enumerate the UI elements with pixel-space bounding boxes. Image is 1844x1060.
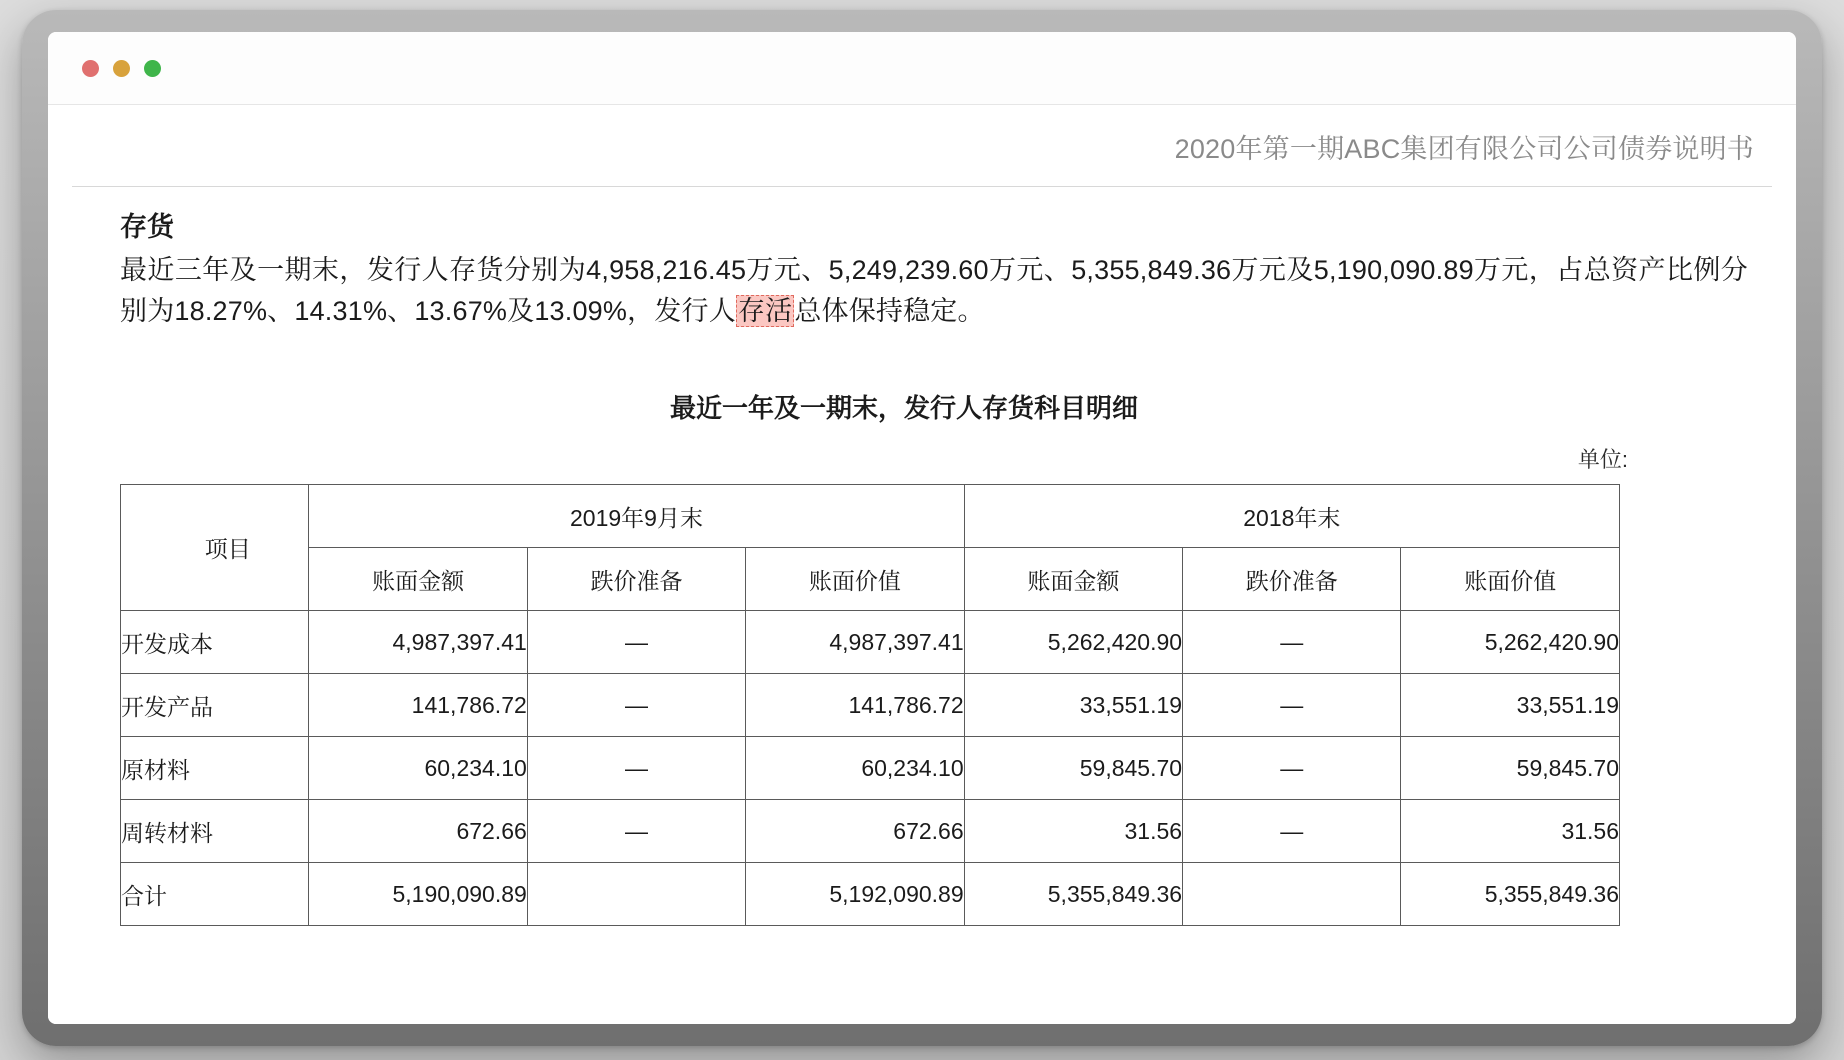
table-subheader-3: 账面金额	[964, 548, 1182, 611]
cell: 5,355,849.36	[1401, 863, 1620, 926]
cell: 33,551.19	[964, 674, 1182, 737]
cell: 5,262,420.90	[1401, 611, 1620, 674]
cell: 5,262,420.90	[964, 611, 1182, 674]
paragraph-part-2: 总体保持稳定。	[794, 296, 985, 327]
table-row	[121, 737, 1620, 800]
table-subheader-1: 跌价准备	[527, 548, 745, 611]
cell: 672.66	[746, 800, 964, 863]
table-caption: 最近一年及一期末，发行人存货科目明细	[669, 393, 1138, 424]
cell: 5,190,090.89	[309, 863, 527, 926]
cell: 4,987,397.41	[309, 611, 527, 674]
table-row	[121, 674, 1620, 737]
cell: 5,192,090.89	[746, 863, 964, 926]
table-header-row-subs	[121, 548, 1620, 611]
inventory-table	[120, 484, 1620, 926]
cell: 59,845.70	[1401, 737, 1620, 800]
cell: 31.56	[964, 800, 1182, 863]
table-header-item: 项目	[121, 485, 309, 611]
cell: —	[527, 674, 745, 737]
device-frame	[22, 10, 1822, 1046]
cell: —	[527, 611, 745, 674]
table-header-group-1: 2018年末	[964, 485, 1619, 548]
cell: —	[1183, 674, 1401, 737]
cell: 141,786.72	[309, 674, 527, 737]
table-subheader-5: 账面价值	[1401, 548, 1620, 611]
cell: 60,234.10	[746, 737, 964, 800]
cell: —	[527, 737, 745, 800]
row-label: 合计	[121, 863, 309, 926]
table-header-group-0: 2019年9月末	[309, 485, 964, 548]
cell: —	[1183, 800, 1401, 863]
maximize-button-icon[interactable]	[144, 60, 161, 77]
window-titlebar	[48, 32, 1796, 105]
close-button-icon[interactable]	[82, 60, 99, 77]
cell: —	[527, 800, 745, 863]
cell: 60,234.10	[309, 737, 527, 800]
table-row-total	[121, 863, 1620, 926]
minimize-button-icon[interactable]	[113, 60, 130, 77]
row-label: 开发成本	[121, 611, 309, 674]
cell: 141,786.72	[746, 674, 964, 737]
paragraph-part-1: 最近三年及一期末，发行人存货分别为4,958,216.45万元、5,249,239.60万元、5,355,849.36万元及5,190,090.89万元，占总资产比例分别为18.27%、14.31%、13.67%及13.09%，发行人	[120, 255, 1748, 327]
row-label: 原材料	[121, 737, 309, 800]
highlighted-term[interactable]: 存活	[737, 296, 793, 327]
document-content	[48, 187, 1796, 926]
window-controls	[82, 60, 161, 77]
row-label: 开发产品	[121, 674, 309, 737]
browser-window	[48, 32, 1796, 1024]
table-row	[121, 611, 1620, 674]
cell	[527, 863, 745, 926]
section-title: 存货	[120, 212, 174, 242]
table-subheader-2: 账面价值	[746, 548, 964, 611]
row-label: 周转材料	[121, 800, 309, 863]
table-unit-label: 单位:	[1577, 447, 1628, 473]
cell: 4,987,397.41	[746, 611, 964, 674]
running-header: 2020年第一期ABC集团有限公司公司债券说明书	[1174, 134, 1754, 164]
cell: —	[1183, 611, 1401, 674]
table-subheader-4: 跌价准备	[1183, 548, 1401, 611]
table-row	[121, 800, 1620, 863]
cell: 33,551.19	[1401, 674, 1620, 737]
cell: 672.66	[309, 800, 527, 863]
cell: —	[1183, 737, 1401, 800]
body-paragraph	[120, 250, 1748, 332]
table-subheader-0: 账面金额	[309, 548, 527, 611]
cell: 59,845.70	[964, 737, 1182, 800]
cell: 5,355,849.36	[964, 863, 1182, 926]
cell	[1183, 863, 1401, 926]
table-header-row-groups	[121, 485, 1620, 548]
cell: 31.56	[1401, 800, 1620, 863]
document-page	[48, 105, 1796, 1024]
